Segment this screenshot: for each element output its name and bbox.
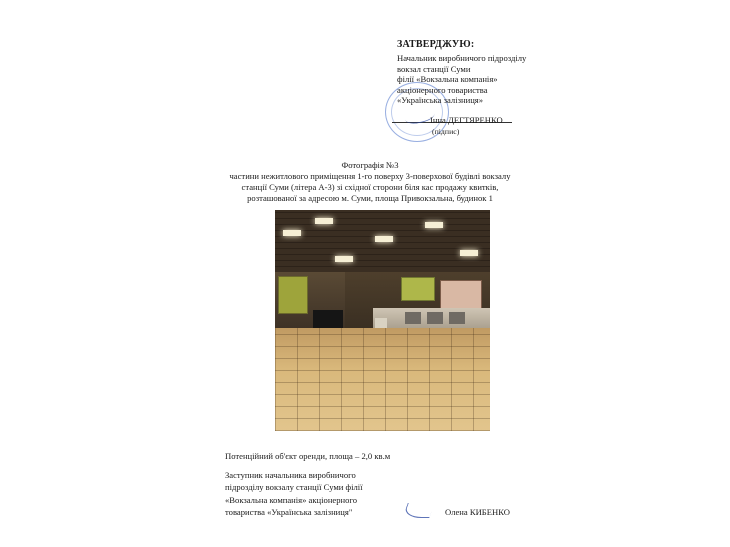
deputy-name: Олена КИБЕНКО bbox=[445, 507, 510, 517]
photo-green-panel bbox=[278, 276, 308, 314]
ceiling-light bbox=[460, 250, 478, 256]
ceiling-light bbox=[425, 222, 443, 228]
deputy-line: Заступник начальника виробничого bbox=[225, 470, 356, 480]
photo-window bbox=[440, 280, 482, 310]
photo-title-block bbox=[220, 160, 520, 204]
photo-description-line: розташованої за адресою м. Суми, площа Привокзальна, будинок 1 bbox=[247, 193, 493, 203]
approval-block bbox=[397, 40, 597, 105]
ceiling-light bbox=[375, 236, 393, 242]
approval-line: «Українська залізниця» bbox=[397, 95, 484, 106]
photo-green-panel bbox=[401, 277, 435, 301]
photo-description-line: частини нежитлового приміщення 1-го поверху 3-поверхової будівлі вокзалу bbox=[229, 171, 511, 181]
ceiling-light bbox=[315, 218, 333, 224]
deputy-line: підрозділу вокзалу станції Суми філії bbox=[225, 482, 363, 493]
signature-mark bbox=[402, 503, 434, 518]
photo-counter-window bbox=[405, 312, 421, 324]
approval-heading: ЗАТВЕРДЖУЮ: bbox=[397, 39, 475, 50]
photo-tiled-floor bbox=[275, 328, 490, 431]
ceiling-light bbox=[283, 230, 301, 236]
area-statement: Потенційний об'єкт оренди, площа – 2,0 кв.м bbox=[225, 451, 391, 461]
approver-name: Інна ДЕГТЯРЕНКО bbox=[430, 115, 503, 125]
approval-line: філії «Вокзальна компанія» bbox=[397, 74, 498, 85]
deputy-block bbox=[225, 469, 363, 519]
deputy-line: товариства «Українська залізниця" bbox=[225, 507, 353, 518]
approval-line: акціонерного товариства bbox=[397, 84, 488, 95]
approval-line: Начальник виробничого підрозділу bbox=[397, 53, 527, 64]
ceiling-light bbox=[335, 256, 353, 262]
approval-line: вокзал станції Суми bbox=[397, 63, 471, 74]
deputy-line: «Вокзальна компанія» акціонерного bbox=[225, 494, 358, 505]
photo-description-line: станції Суми (літера А-3) зі східної сторони біля кас продажу квитків, bbox=[241, 182, 499, 192]
photo-terminal bbox=[313, 310, 343, 330]
photo-counter-window bbox=[449, 312, 465, 324]
photo-counter-window bbox=[427, 312, 443, 324]
room-photo bbox=[275, 210, 490, 431]
photo-heading: Фотографія №3 bbox=[341, 160, 399, 170]
signature-caption: (підпис) bbox=[432, 127, 460, 136]
